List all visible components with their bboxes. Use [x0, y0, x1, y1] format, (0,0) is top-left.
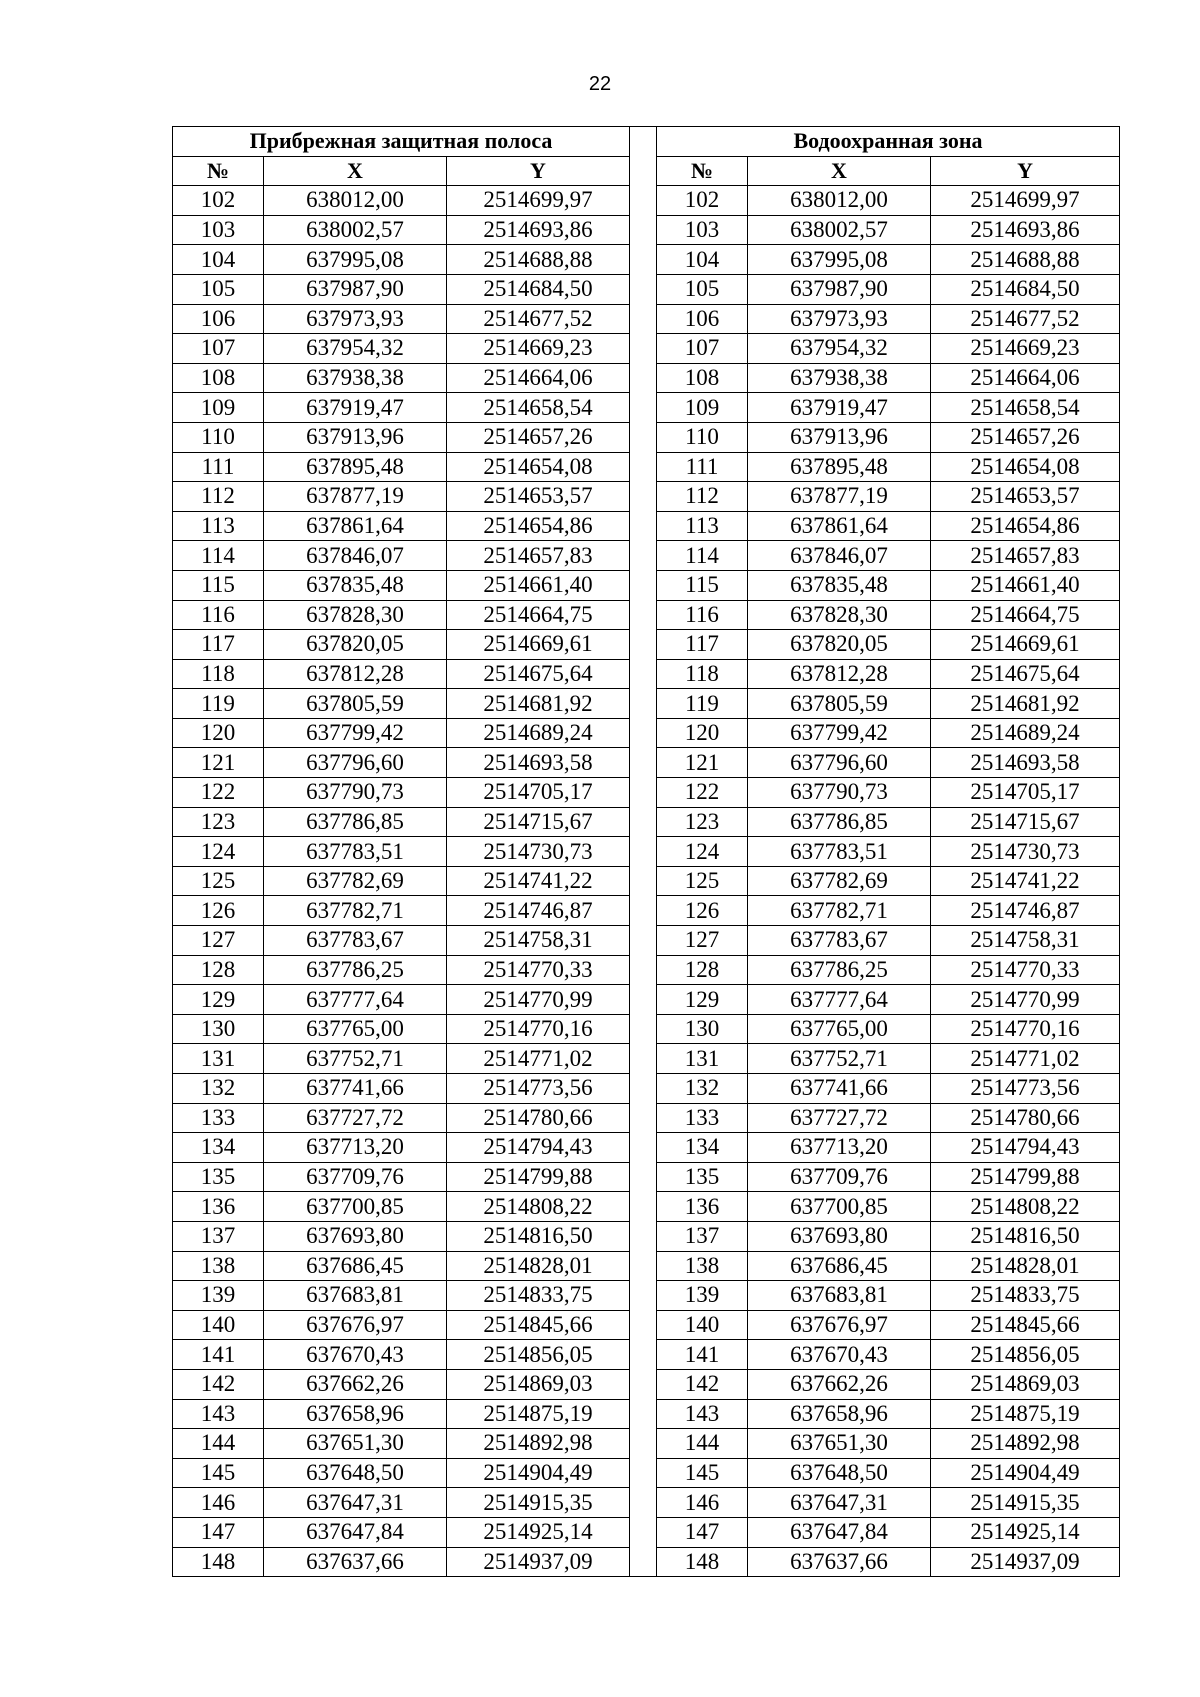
right-cell-y: 2514904,49: [931, 1458, 1120, 1488]
right-cell-number: 148: [657, 1547, 748, 1577]
left-cell-number: 146: [173, 1488, 264, 1518]
left-cell-x: 637790,73: [264, 778, 447, 808]
right-cell-y: 2514653,57: [931, 482, 1120, 512]
right-cell-number: 138: [657, 1251, 748, 1281]
right-cell-x: 637662,26: [748, 1369, 931, 1399]
right-cell-number: 105: [657, 274, 748, 304]
right-cell-x: 637648,50: [748, 1458, 931, 1488]
left-cell-x: 637783,67: [264, 926, 447, 956]
left-cell-y: 2514699,97: [447, 186, 630, 216]
left-cell-number: 102: [173, 186, 264, 216]
right-cell-number: 142: [657, 1369, 748, 1399]
left-cell-y: 2514816,50: [447, 1221, 630, 1251]
right-cell-y: 2514661,40: [931, 570, 1120, 600]
right-cell-x: 637861,64: [748, 511, 931, 541]
left-cell-y: 2514661,40: [447, 570, 630, 600]
left-col-header-y: Y: [447, 156, 630, 186]
left-cell-x: 637938,38: [264, 363, 447, 393]
right-cell-y: 2514828,01: [931, 1251, 1120, 1281]
right-cell-number: 146: [657, 1488, 748, 1518]
left-cell-number: 118: [173, 659, 264, 689]
right-cell-x: 637658,96: [748, 1399, 931, 1429]
left-cell-number: 135: [173, 1162, 264, 1192]
right-cell-number: 108: [657, 363, 748, 393]
left-cell-y: 2514915,35: [447, 1488, 630, 1518]
left-cell-number: 109: [173, 393, 264, 423]
left-cell-x: 637786,25: [264, 955, 447, 985]
right-cell-y: 2514657,83: [931, 541, 1120, 571]
right-cell-x: 637713,20: [748, 1133, 931, 1163]
right-cell-number: 107: [657, 334, 748, 364]
right-cell-y: 2514664,06: [931, 363, 1120, 393]
left-cell-x: 637995,08: [264, 245, 447, 275]
left-cell-number: 138: [173, 1251, 264, 1281]
right-cell-number: 137: [657, 1221, 748, 1251]
right-cell-x: 637805,59: [748, 689, 931, 719]
right-cell-number: 132: [657, 1074, 748, 1104]
left-cell-y: 2514780,66: [447, 1103, 630, 1133]
right-cell-y: 2514780,66: [931, 1103, 1120, 1133]
left-cell-x: 637895,48: [264, 452, 447, 482]
right-cell-y: 2514684,50: [931, 274, 1120, 304]
right-cell-y: 2514875,19: [931, 1399, 1120, 1429]
left-cell-number: 128: [173, 955, 264, 985]
left-cell-y: 2514664,06: [447, 363, 630, 393]
left-cell-number: 113: [173, 511, 264, 541]
left-cell-number: 136: [173, 1192, 264, 1222]
left-cell-y: 2514869,03: [447, 1369, 630, 1399]
left-cell-x: 637637,66: [264, 1547, 447, 1577]
left-cell-number: 137: [173, 1221, 264, 1251]
right-cell-y: 2514833,75: [931, 1281, 1120, 1311]
right-cell-x: 637676,97: [748, 1310, 931, 1340]
left-cell-x: 637973,93: [264, 304, 447, 334]
left-cell-y: 2514770,99: [447, 985, 630, 1015]
left-cell-number: 104: [173, 245, 264, 275]
right-cell-x: 637782,71: [748, 896, 931, 926]
right-cell-number: 103: [657, 215, 748, 245]
left-cell-number: 122: [173, 778, 264, 808]
right-cell-number: 124: [657, 837, 748, 867]
right-cell-number: 125: [657, 866, 748, 896]
left-cell-number: 148: [173, 1547, 264, 1577]
left-cell-x: 637741,66: [264, 1074, 447, 1104]
page-number: 22: [588, 73, 612, 95]
right-cell-x: 637741,66: [748, 1074, 931, 1104]
left-cell-number: 125: [173, 866, 264, 896]
right-cell-x: 637782,69: [748, 866, 931, 896]
left-cell-x: 638002,57: [264, 215, 447, 245]
left-cell-x: 637812,28: [264, 659, 447, 689]
right-cell-number: 129: [657, 985, 748, 1015]
column-separator: [630, 127, 657, 1577]
left-cell-x: 637913,96: [264, 422, 447, 452]
left-section-title: Прибрежная защитная полоса: [173, 127, 630, 157]
left-cell-number: 140: [173, 1310, 264, 1340]
right-cell-y: 2514771,02: [931, 1044, 1120, 1074]
left-cell-y: 2514658,54: [447, 393, 630, 423]
right-cell-y: 2514794,43: [931, 1133, 1120, 1163]
left-col-header-number: №: [173, 156, 264, 186]
right-cell-x: 637835,48: [748, 570, 931, 600]
left-cell-y: 2514771,02: [447, 1044, 630, 1074]
left-cell-number: 120: [173, 718, 264, 748]
right-cell-number: 119: [657, 689, 748, 719]
left-cell-number: 119: [173, 689, 264, 719]
right-cell-number: 144: [657, 1429, 748, 1459]
left-cell-number: 106: [173, 304, 264, 334]
right-section-title: Водоохранная зона: [657, 127, 1120, 157]
left-cell-number: 114: [173, 541, 264, 571]
right-cell-x: 637752,71: [748, 1044, 931, 1074]
right-cell-y: 2514689,24: [931, 718, 1120, 748]
section-title-row: [173, 127, 1120, 157]
right-cell-x: 637877,19: [748, 482, 931, 512]
left-cell-number: 110: [173, 422, 264, 452]
right-cell-y: 2514937,09: [931, 1547, 1120, 1577]
right-cell-number: 123: [657, 807, 748, 837]
right-cell-x: 637683,81: [748, 1281, 931, 1311]
left-cell-number: 132: [173, 1074, 264, 1104]
left-cell-x: 637648,50: [264, 1458, 447, 1488]
right-cell-y: 2514658,54: [931, 393, 1120, 423]
left-cell-number: 131: [173, 1044, 264, 1074]
right-cell-x: 637651,30: [748, 1429, 931, 1459]
right-cell-x: 638002,57: [748, 215, 931, 245]
left-cell-y: 2514746,87: [447, 896, 630, 926]
left-cell-y: 2514770,33: [447, 955, 630, 985]
left-cell-y: 2514669,23: [447, 334, 630, 364]
right-cell-x: 637895,48: [748, 452, 931, 482]
right-cell-x: 637693,80: [748, 1221, 931, 1251]
right-cell-y: 2514669,61: [931, 630, 1120, 660]
left-cell-x: 637782,71: [264, 896, 447, 926]
left-cell-number: 130: [173, 1014, 264, 1044]
right-cell-y: 2514657,26: [931, 422, 1120, 452]
left-cell-x: 637662,26: [264, 1369, 447, 1399]
left-cell-number: 116: [173, 600, 264, 630]
left-cell-y: 2514705,17: [447, 778, 630, 808]
left-cell-x: 637658,96: [264, 1399, 447, 1429]
left-cell-y: 2514657,26: [447, 422, 630, 452]
left-cell-number: 111: [173, 452, 264, 482]
right-cell-y: 2514773,56: [931, 1074, 1120, 1104]
left-cell-y: 2514684,50: [447, 274, 630, 304]
left-cell-x: 637765,00: [264, 1014, 447, 1044]
left-cell-number: 143: [173, 1399, 264, 1429]
right-cell-y: 2514693,58: [931, 748, 1120, 778]
right-cell-x: 637786,85: [748, 807, 931, 837]
left-cell-number: 145: [173, 1458, 264, 1488]
right-cell-number: 133: [657, 1103, 748, 1133]
right-cell-x: 637846,07: [748, 541, 931, 571]
right-cell-number: 145: [657, 1458, 748, 1488]
right-cell-number: 134: [657, 1133, 748, 1163]
left-cell-x: 637752,71: [264, 1044, 447, 1074]
right-cell-y: 2514654,86: [931, 511, 1120, 541]
left-cell-x: 637786,85: [264, 807, 447, 837]
right-cell-y: 2514741,22: [931, 866, 1120, 896]
right-cell-x: 637799,42: [748, 718, 931, 748]
right-cell-y: 2514677,52: [931, 304, 1120, 334]
left-cell-y: 2514828,01: [447, 1251, 630, 1281]
left-cell-x: 637700,85: [264, 1192, 447, 1222]
left-cell-y: 2514693,86: [447, 215, 630, 245]
left-cell-y: 2514681,92: [447, 689, 630, 719]
right-cell-x: 637828,30: [748, 600, 931, 630]
left-cell-y: 2514925,14: [447, 1517, 630, 1547]
left-cell-x: 637820,05: [264, 630, 447, 660]
right-cell-x: 637647,31: [748, 1488, 931, 1518]
left-cell-x: 637683,81: [264, 1281, 447, 1311]
left-cell-number: 108: [173, 363, 264, 393]
left-cell-y: 2514856,05: [447, 1340, 630, 1370]
left-cell-x: 637987,90: [264, 274, 447, 304]
right-cell-number: 104: [657, 245, 748, 275]
right-cell-x: 637938,38: [748, 363, 931, 393]
right-cell-y: 2514693,86: [931, 215, 1120, 245]
right-cell-y: 2514816,50: [931, 1221, 1120, 1251]
left-cell-y: 2514669,61: [447, 630, 630, 660]
right-cell-x: 637973,93: [748, 304, 931, 334]
left-cell-number: 144: [173, 1429, 264, 1459]
left-cell-x: 637846,07: [264, 541, 447, 571]
left-cell-y: 2514689,24: [447, 718, 630, 748]
right-cell-number: 135: [657, 1162, 748, 1192]
left-cell-x: 637805,59: [264, 689, 447, 719]
right-cell-number: 131: [657, 1044, 748, 1074]
right-cell-y: 2514746,87: [931, 896, 1120, 926]
right-cell-y: 2514730,73: [931, 837, 1120, 867]
left-cell-x: 637686,45: [264, 1251, 447, 1281]
right-cell-y: 2514715,67: [931, 807, 1120, 837]
right-cell-x: 637700,85: [748, 1192, 931, 1222]
left-cell-x: 638012,00: [264, 186, 447, 216]
right-cell-number: 130: [657, 1014, 748, 1044]
right-cell-y: 2514705,17: [931, 778, 1120, 808]
left-cell-x: 637647,31: [264, 1488, 447, 1518]
right-cell-x: 637670,43: [748, 1340, 931, 1370]
right-cell-y: 2514856,05: [931, 1340, 1120, 1370]
right-cell-number: 114: [657, 541, 748, 571]
left-cell-y: 2514657,83: [447, 541, 630, 571]
right-cell-number: 109: [657, 393, 748, 423]
right-cell-y: 2514869,03: [931, 1369, 1120, 1399]
right-cell-number: 143: [657, 1399, 748, 1429]
right-cell-y: 2514808,22: [931, 1192, 1120, 1222]
left-cell-y: 2514799,88: [447, 1162, 630, 1192]
right-cell-x: 637812,28: [748, 659, 931, 689]
right-cell-number: 115: [657, 570, 748, 600]
right-cell-x: 637709,76: [748, 1162, 931, 1192]
left-cell-x: 637647,84: [264, 1517, 447, 1547]
left-cell-y: 2514845,66: [447, 1310, 630, 1340]
left-cell-number: 126: [173, 896, 264, 926]
left-cell-y: 2514654,86: [447, 511, 630, 541]
right-cell-number: 127: [657, 926, 748, 956]
left-cell-number: 103: [173, 215, 264, 245]
right-cell-number: 110: [657, 422, 748, 452]
left-cell-y: 2514770,16: [447, 1014, 630, 1044]
left-col-header-x: X: [264, 156, 447, 186]
left-cell-number: 141: [173, 1340, 264, 1370]
left-cell-number: 127: [173, 926, 264, 956]
left-cell-y: 2514715,67: [447, 807, 630, 837]
right-cell-number: 118: [657, 659, 748, 689]
left-cell-number: 124: [173, 837, 264, 867]
left-cell-x: 637727,72: [264, 1103, 447, 1133]
left-cell-number: 133: [173, 1103, 264, 1133]
left-cell-number: 147: [173, 1517, 264, 1547]
left-cell-number: 134: [173, 1133, 264, 1163]
left-cell-number: 139: [173, 1281, 264, 1311]
left-cell-y: 2514730,73: [447, 837, 630, 867]
right-cell-x: 637954,32: [748, 334, 931, 364]
right-cell-x: 637987,90: [748, 274, 931, 304]
right-cell-number: 141: [657, 1340, 748, 1370]
left-cell-y: 2514654,08: [447, 452, 630, 482]
right-cell-y: 2514770,99: [931, 985, 1120, 1015]
left-cell-number: 105: [173, 274, 264, 304]
right-cell-y: 2514699,97: [931, 186, 1120, 216]
right-cell-y: 2514770,33: [931, 955, 1120, 985]
right-cell-number: 102: [657, 186, 748, 216]
left-cell-y: 2514653,57: [447, 482, 630, 512]
left-cell-x: 637670,43: [264, 1340, 447, 1370]
right-cell-y: 2514925,14: [931, 1517, 1120, 1547]
right-cell-y: 2514892,98: [931, 1429, 1120, 1459]
right-cell-x: 637765,00: [748, 1014, 931, 1044]
left-cell-y: 2514937,09: [447, 1547, 630, 1577]
right-cell-x: 637786,25: [748, 955, 931, 985]
right-cell-y: 2514688,88: [931, 245, 1120, 275]
left-cell-x: 637828,30: [264, 600, 447, 630]
left-cell-x: 637919,47: [264, 393, 447, 423]
right-cell-y: 2514845,66: [931, 1310, 1120, 1340]
right-cell-y: 2514675,64: [931, 659, 1120, 689]
right-cell-number: 126: [657, 896, 748, 926]
left-cell-x: 637877,19: [264, 482, 447, 512]
right-cell-y: 2514664,75: [931, 600, 1120, 630]
right-col-header-y: Y: [931, 156, 1120, 186]
left-cell-x: 637651,30: [264, 1429, 447, 1459]
left-cell-y: 2514808,22: [447, 1192, 630, 1222]
right-cell-number: 122: [657, 778, 748, 808]
right-cell-x: 637820,05: [748, 630, 931, 660]
right-cell-y: 2514669,23: [931, 334, 1120, 364]
right-cell-x: 638012,00: [748, 186, 931, 216]
right-cell-x: 637796,60: [748, 748, 931, 778]
left-cell-x: 637713,20: [264, 1133, 447, 1163]
right-cell-x: 637783,51: [748, 837, 931, 867]
right-cell-number: 139: [657, 1281, 748, 1311]
left-cell-x: 637693,80: [264, 1221, 447, 1251]
right-cell-number: 136: [657, 1192, 748, 1222]
left-cell-number: 115: [173, 570, 264, 600]
left-cell-y: 2514677,52: [447, 304, 630, 334]
left-cell-y: 2514688,88: [447, 245, 630, 275]
left-cell-number: 121: [173, 748, 264, 778]
left-cell-x: 637777,64: [264, 985, 447, 1015]
left-cell-y: 2514833,75: [447, 1281, 630, 1311]
right-cell-number: 113: [657, 511, 748, 541]
right-cell-y: 2514681,92: [931, 689, 1120, 719]
left-cell-x: 637861,64: [264, 511, 447, 541]
left-cell-x: 637709,76: [264, 1162, 447, 1192]
left-cell-x: 637799,42: [264, 718, 447, 748]
left-cell-x: 637835,48: [264, 570, 447, 600]
right-cell-y: 2514654,08: [931, 452, 1120, 482]
left-cell-number: 112: [173, 482, 264, 512]
right-cell-x: 637686,45: [748, 1251, 931, 1281]
left-cell-y: 2514904,49: [447, 1458, 630, 1488]
right-col-header-x: X: [748, 156, 931, 186]
right-cell-number: 128: [657, 955, 748, 985]
left-cell-y: 2514741,22: [447, 866, 630, 896]
left-cell-y: 2514693,58: [447, 748, 630, 778]
left-cell-x: 637782,69: [264, 866, 447, 896]
right-cell-x: 637777,64: [748, 985, 931, 1015]
left-cell-y: 2514892,98: [447, 1429, 630, 1459]
left-cell-x: 637954,32: [264, 334, 447, 364]
left-cell-x: 637783,51: [264, 837, 447, 867]
left-cell-number: 142: [173, 1369, 264, 1399]
left-cell-x: 637796,60: [264, 748, 447, 778]
left-cell-y: 2514675,64: [447, 659, 630, 689]
coordinates-table: [172, 126, 1120, 1577]
left-cell-number: 117: [173, 630, 264, 660]
right-cell-x: 637637,66: [748, 1547, 931, 1577]
right-cell-x: 637727,72: [748, 1103, 931, 1133]
left-cell-y: 2514758,31: [447, 926, 630, 956]
left-cell-number: 123: [173, 807, 264, 837]
right-cell-y: 2514758,31: [931, 926, 1120, 956]
right-cell-x: 637913,96: [748, 422, 931, 452]
right-col-header-number: №: [657, 156, 748, 186]
left-cell-number: 129: [173, 985, 264, 1015]
left-cell-y: 2514664,75: [447, 600, 630, 630]
right-cell-y: 2514799,88: [931, 1162, 1120, 1192]
left-cell-x: 637676,97: [264, 1310, 447, 1340]
right-cell-y: 2514770,16: [931, 1014, 1120, 1044]
right-cell-x: 637995,08: [748, 245, 931, 275]
right-cell-number: 117: [657, 630, 748, 660]
right-cell-number: 111: [657, 452, 748, 482]
left-cell-y: 2514794,43: [447, 1133, 630, 1163]
right-cell-y: 2514915,35: [931, 1488, 1120, 1518]
right-cell-number: 121: [657, 748, 748, 778]
right-cell-number: 112: [657, 482, 748, 512]
right-cell-x: 637919,47: [748, 393, 931, 423]
right-cell-number: 147: [657, 1517, 748, 1547]
left-cell-y: 2514875,19: [447, 1399, 630, 1429]
right-cell-number: 106: [657, 304, 748, 334]
right-cell-x: 637790,73: [748, 778, 931, 808]
right-cell-x: 637647,84: [748, 1517, 931, 1547]
left-cell-y: 2514773,56: [447, 1074, 630, 1104]
right-cell-number: 116: [657, 600, 748, 630]
left-cell-number: 107: [173, 334, 264, 364]
right-cell-x: 637783,67: [748, 926, 931, 956]
right-cell-number: 140: [657, 1310, 748, 1340]
right-cell-number: 120: [657, 718, 748, 748]
